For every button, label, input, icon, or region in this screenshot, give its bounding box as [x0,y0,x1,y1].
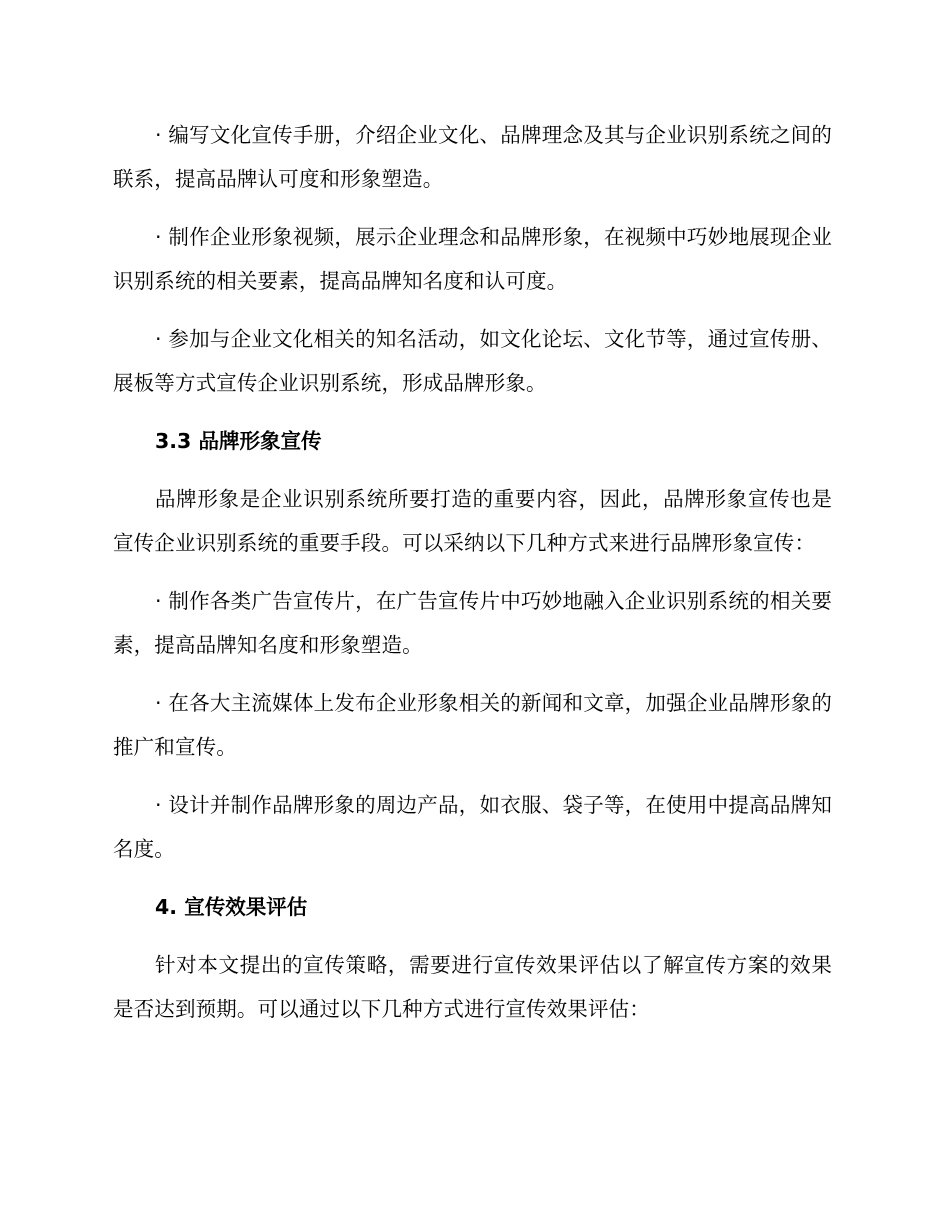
bullet-paragraph-ad-films: · 制作各类广告宣传片，在广告宣传片中巧妙地融入企业识别系统的相关要素，提高品牌知名度和形象塑造。 [113,589,832,657]
section-heading-effect-evaluation: 4. 宣传效果评估 [155,895,308,919]
bullet-paragraph-media-news: · 在各大主流媒体上发布企业形象相关的新闻和文章，加强企业品牌形象的推广和宣传。 [113,691,832,759]
bullet-paragraph-culture-handbook: · 编写文化宣传手册，介绍企业文化、品牌理念及其与企业识别系统之间的联系，提高品牌认可度和形象塑造。 [113,123,832,191]
bullet-paragraph-merchandise: · 设计并制作品牌形象的周边产品，如衣服、袋子等，在使用中提高品牌知名度。 [113,793,832,861]
body-paragraph-evaluation-intro: 针对本文提出的宣传策略，需要进行宣传效果评估以了解宣传方案的效果是否达到预期。可以通过以下几种方式进行宣传效果评估： [113,953,832,1021]
body-paragraph-brand-image-intro: 品牌形象是企业识别系统所要打造的重要内容，因此，品牌形象宣传也是宣传企业识别系统的重要手段。可以采纳以下几种方式来进行品牌形象宣传： [113,487,832,555]
section-heading-brand-image: 3.3 品牌形象宣传 [155,429,322,453]
bullet-paragraph-corporate-video: · 制作企业形象视频，展示企业理念和品牌形象，在视频中巧妙地展现企业识别系统的相关要素，提高品牌知名度和认可度。 [113,225,832,293]
bullet-paragraph-culture-events: · 参加与企业文化相关的知名活动，如文化论坛、文化节等，通过宣传册、展板等方式宣传企业识别系统，形成品牌形象。 [113,327,832,395]
